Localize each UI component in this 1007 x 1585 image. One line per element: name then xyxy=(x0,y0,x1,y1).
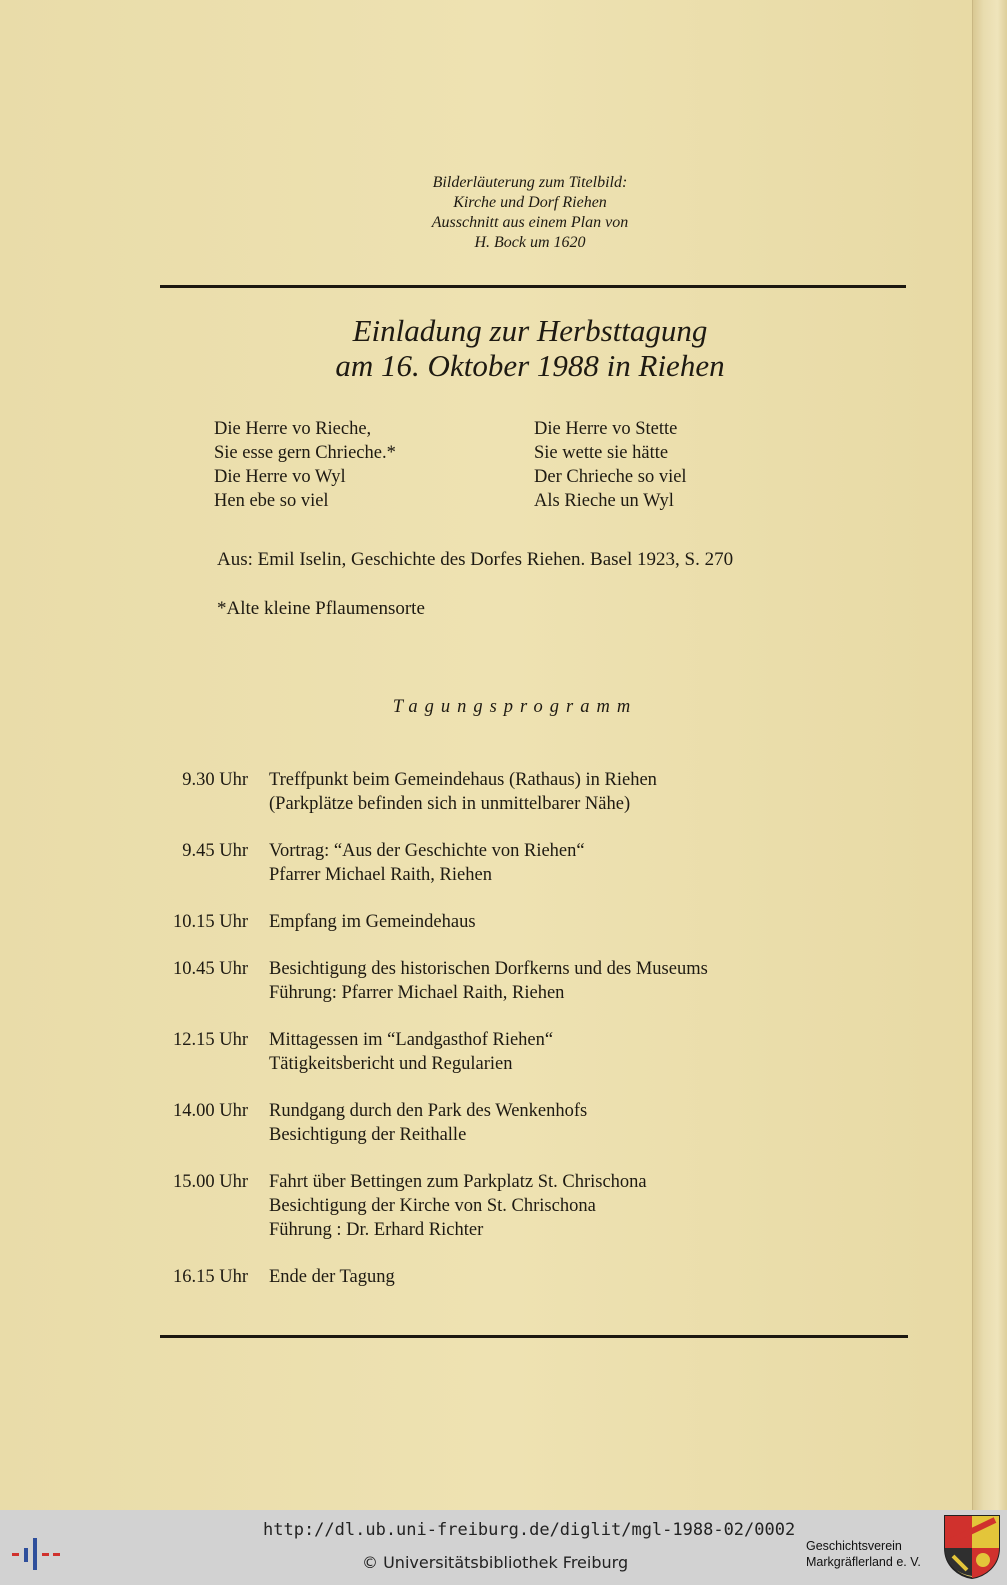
entry-line: Fahrt über Bettingen zum Parkplatz St. Chrischona xyxy=(269,1172,647,1192)
coat-of-arms-icon xyxy=(943,1514,1001,1580)
society-line-1: Geschichtsverein xyxy=(806,1539,902,1553)
entry-line: Vortrag: “Aus der Geschichte von Riehen“ xyxy=(269,841,585,861)
poem-left-stanza xyxy=(214,417,396,513)
bottom-divider xyxy=(160,1335,908,1338)
poem-line: Die Herre vo Stette xyxy=(534,419,678,439)
copyright-notice: © Universitätsbibliothek Freiburg xyxy=(362,1553,629,1572)
schedule-entry xyxy=(150,957,930,1005)
poem-line: Als Rieche un Wyl xyxy=(534,491,674,511)
entry-description xyxy=(269,910,476,934)
entry-description xyxy=(269,768,657,816)
title-line-1: Einladung zur Herbsttagung xyxy=(352,313,708,348)
schedule-entry xyxy=(150,910,930,934)
title-line-2: am 16. Oktober 1988 in Riehen xyxy=(335,348,725,383)
schedule-entry xyxy=(150,768,930,816)
entry-description xyxy=(269,1265,395,1289)
entry-time: 10.15 Uhr xyxy=(172,912,248,932)
caption-line: Ausschnitt aus einem Plan von xyxy=(431,214,629,231)
schedule-entry xyxy=(150,1099,930,1147)
entry-line: Rundgang durch den Park des Wenkenhofs xyxy=(269,1101,588,1121)
poem-line: Hen ebe so viel xyxy=(214,491,329,511)
entry-line: Empfang im Gemeindehaus xyxy=(269,912,476,932)
program-heading: Tagungsprogramm xyxy=(392,697,638,717)
entry-line: Mittagessen im “Landgasthof Riehen“ xyxy=(269,1030,554,1050)
entry-time: 10.45 Uhr xyxy=(172,959,248,979)
entry-line: (Parkplätze befinden sich in unmittelbarer Nähe) xyxy=(269,794,631,814)
entry-time: 9.45 Uhr xyxy=(182,841,248,861)
title-image-caption xyxy=(330,173,730,253)
poem-line: Sie esse gern Chrieche.* xyxy=(214,443,396,463)
library-logo-icon xyxy=(12,1536,62,1572)
entry-time: 14.00 Uhr xyxy=(172,1101,248,1121)
entry-time: 12.15 Uhr xyxy=(172,1030,248,1050)
poem-line: Der Chrieche so viel xyxy=(534,467,687,487)
entry-line: Treffpunkt beim Gemeindehaus (Rathaus) in Riehen xyxy=(269,770,657,790)
entry-line: Führung : Dr. Erhard Richter xyxy=(269,1220,484,1240)
poem-line: Die Herre vo Wyl xyxy=(214,467,346,487)
footer-bar xyxy=(0,1510,1007,1585)
schedule-entry xyxy=(150,1170,930,1242)
footnote: *Alte kleine Pflaumensorte xyxy=(217,598,425,619)
entry-time: 9.30 Uhr xyxy=(182,770,248,790)
entry-line: Besichtigung der Reithalle xyxy=(269,1125,467,1145)
society-line-2: Markgräflerland e. V. xyxy=(806,1555,921,1569)
entry-line: Besichtigung der Kirche von St. Chrischona xyxy=(269,1196,596,1216)
caption-line: H. Bock um 1620 xyxy=(474,234,586,251)
document-url[interactable]: http://dl.ub.uni-freiburg.de/diglit/mgl-1988-02/0002 xyxy=(263,1520,796,1540)
entry-line: Pfarrer Michael Raith, Riehen xyxy=(269,865,492,885)
page-spine xyxy=(972,0,1007,1510)
entry-line: Tätigkeitsbericht und Regularien xyxy=(269,1054,513,1074)
schedule-entry xyxy=(150,1265,930,1289)
entry-description xyxy=(269,957,708,1005)
caption-line: Bilderläuterung zum Titelbild: xyxy=(432,174,628,191)
schedule-entry xyxy=(150,839,930,887)
entry-description xyxy=(269,1028,553,1076)
schedule xyxy=(150,768,930,1312)
poem-line: Sie wette sie hätte xyxy=(534,443,669,463)
entry-time: 16.15 Uhr xyxy=(172,1267,248,1287)
entry-line: Ende der Tagung xyxy=(269,1267,395,1287)
society-name xyxy=(806,1538,921,1570)
invitation-title xyxy=(230,313,830,383)
top-divider xyxy=(160,285,906,288)
poem-line: Die Herre vo Rieche, xyxy=(214,419,372,439)
poem-source: Aus: Emil Iselin, Geschichte des Dorfes Riehen. Basel 1923, S. 270 xyxy=(217,549,734,570)
entry-description xyxy=(269,1170,647,1242)
schedule-entry xyxy=(150,1028,930,1076)
entry-description xyxy=(269,839,585,887)
entry-description xyxy=(269,1099,587,1147)
entry-line: Führung: Pfarrer Michael Raith, Riehen xyxy=(269,983,565,1003)
caption-line: Kirche und Dorf Riehen xyxy=(453,194,607,211)
entry-line: Besichtigung des historischen Dorfkerns und des Museums xyxy=(269,959,708,979)
poem-right-stanza xyxy=(534,417,687,513)
entry-time: 15.00 Uhr xyxy=(172,1172,248,1192)
